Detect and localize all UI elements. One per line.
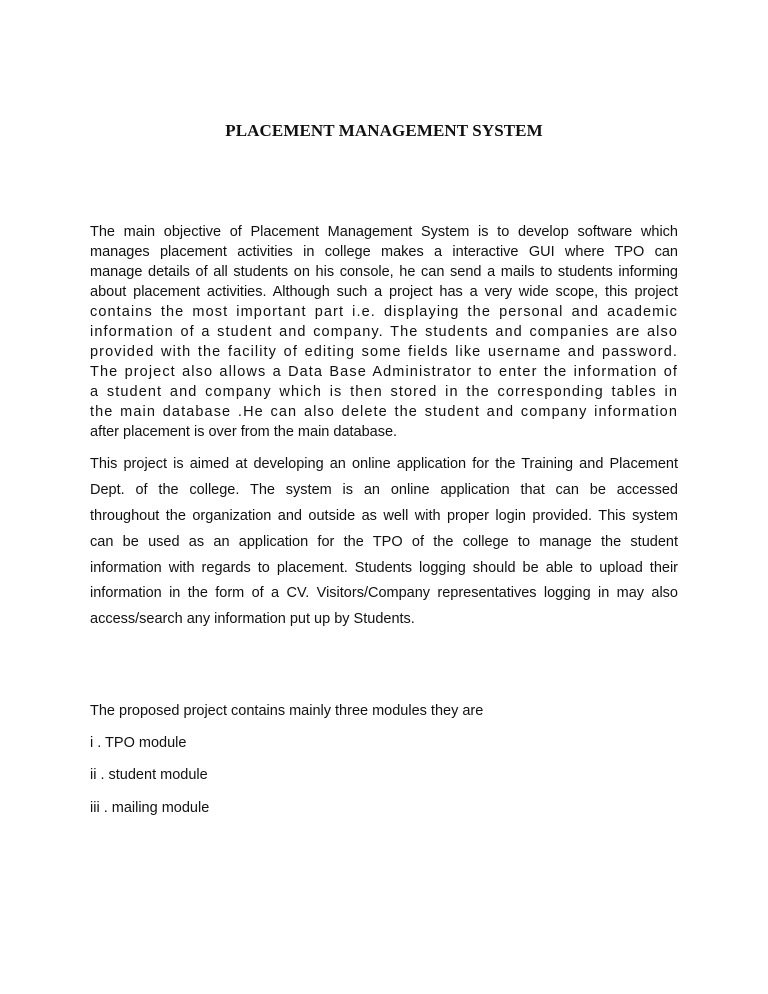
list-item: ii . student module — [90, 767, 208, 783]
paragraph-line: a student and company which is then stored in the corresponding tables in — [90, 384, 678, 400]
list-item: iii . mailing module — [90, 800, 210, 816]
paragraph-line: information of a student and company. The students and companies are also — [90, 324, 678, 340]
paragraph-line: The main objective of Placement Management System is to develop software which — [90, 224, 678, 240]
paragraph-line: manage details of all students on his console, he can send a mails to students informing — [90, 264, 678, 280]
paragraph-line: after placement is over from the main database. — [90, 424, 398, 440]
paragraph-line: throughout the organization and outside as well with proper login provided. This system — [90, 508, 678, 524]
paragraph-line: the main database .He can also delete the student and company information — [90, 404, 678, 420]
paragraph-line: provided with the facility of editing some fields like username and password. — [90, 344, 678, 360]
paragraph-line: access/search any information put up by Students. — [90, 611, 415, 627]
list-item: i . TPO module — [90, 735, 187, 751]
paragraph-line: This project is aimed at developing an online application for the Training and Placement — [90, 456, 678, 472]
paragraph-line: Dept. of the college. The system is an online application that can be accessed — [90, 482, 678, 498]
paragraph-line: manages placement activities in college makes a interactive GUI where TPO can — [90, 244, 678, 260]
paragraph-line: information in the form of a CV. Visitors/Company representatives logging in may also — [90, 585, 678, 601]
page-title: PLACEMENT MANAGEMENT SYSTEM — [225, 121, 543, 140]
modules-intro: The proposed project contains mainly three modules they are — [90, 703, 484, 719]
paragraph-line: about placement activities. Although such a project has a very wide scope, this project — [90, 284, 678, 300]
paragraph-line: can be used as an application for the TPO of the college to manage the student — [90, 534, 678, 550]
paragraph-line: The project also allows a Data Base Administrator to enter the information of — [90, 364, 678, 380]
paragraph-line: contains the most important part i.e. displaying the personal and academic — [90, 304, 678, 320]
paragraph-line: information with regards to placement. Students logging should be able to upload their — [90, 560, 678, 576]
